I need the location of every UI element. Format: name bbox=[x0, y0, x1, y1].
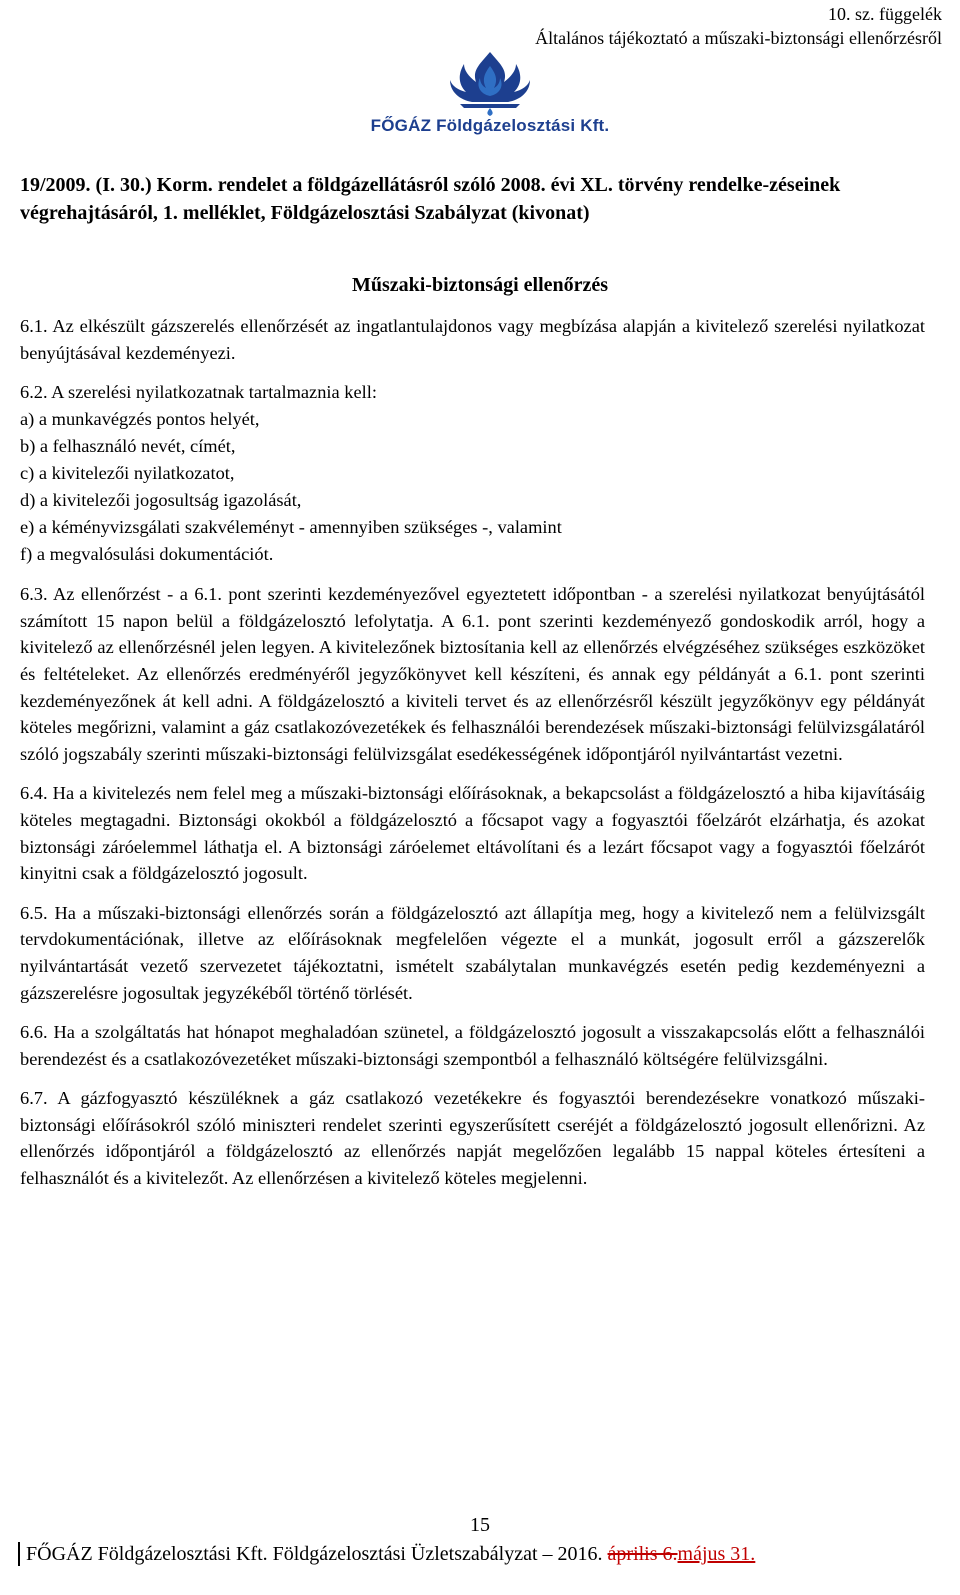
paragraph-6-7: 6.7. A gázfogyasztó készüléknek a gáz csatlakozó vezetékekre és fogyasztói berendezésekre vonatkozó műszaki-biztonsági előírásokról szóló miniszteri rendelet szerinti egyszerűsített cseréjét a földgázelosztó jogosult ellenőrizni. Az ellenőrzés időpontjáról a földgázelosztó az ellenőrzés napját megelőzően legalább 15 nappal köteles értesíteni a felhasználót és a kivitelezőt. Az ellenőrzésen a kivitelező köteles megjelenni. bbox=[20, 1088, 925, 1189]
list-item: a) a munkavégzés pontos helyét, bbox=[20, 409, 260, 430]
paragraph-6-2-intro: 6.2. A szerelési nyilatkozatnak tartalmaznia kell: bbox=[20, 382, 377, 403]
list-item: d) a kivitelezői jogosultság igazolását, bbox=[20, 490, 302, 511]
header-subtitle: Általános tájékoztató a műszaki-biztonsági ellenőrzésről bbox=[535, 28, 942, 48]
paragraph-6-1: 6.1. Az elkészült gázszerelés ellenőrzését az ingatlantulajdonos vagy megbízása alapján a kivitelező szerelési nyilatkozat benyújtásával kezdeményezi. bbox=[20, 316, 925, 363]
list-item: b) a felhasználó nevét, címét, bbox=[20, 436, 236, 457]
appendix-label: 10. sz. függelék bbox=[828, 4, 942, 24]
paragraph-6-4: 6.4. Ha a kivitelezés nem felel meg a műszaki-biztonsági előírásoknak, a bekapcsolást a földgázelosztó a hiba kijavításáig köteles megtagadni. Biztonsági okokból a földgázelosztó a főcsapot vagy a fogyasztói főelzárót elzárhatja, és azokat biztonsági záróelemmel láthatja el. A biztonsági záróelemet eltávolítani és a lezárt főcsapot vagy a fogyasztói főelzárót kinyitni csak a földgázelosztó jogosult. bbox=[20, 783, 925, 884]
footer-inserted-date: május 31. bbox=[677, 1543, 756, 1565]
document-body bbox=[20, 313, 925, 1205]
requirements-list bbox=[20, 406, 925, 568]
paragraph-6-3: 6.3. Az ellenőrzést - a 6.1. pont szerinti kezdeményezővel egyeztetett időpontban - a szerelési nyilatkozat benyújtásától számított 15 napon belül a földgázelosztó lefolytatja. A 6.1. pont szerinti kezdeményező gondoskodik arról, hogy a kivitelező az ellenőrzésnél jelen legyen. A kivitelezőnek biztosítania kell az ellenőrzés elvégzéséhez szükséges eszközöket és feltételeket. Az ellenőrzés eredményéről jegyzőkönyvet kell készíteni, és annak egy példányát a 6.1. pont szerinti kezdeményezőnek át kell adni. A földgázelosztó a kiviteli tervet és az ellenőrzésről készült jegyzőkönyv egy példányát köteles megőrizni, valamint a gáz csatlakozóvezetékek és felhasználói berendezések műszaki-biztonsági felülvizsgálatáról szóló jogszabály szerinti műszaki-biztonsági felülvizsgálat esedékességének időpontjáról nyilvántartást vezetni. bbox=[20, 584, 925, 764]
paragraph-6-2 bbox=[20, 379, 925, 568]
page-footer bbox=[18, 1542, 956, 1566]
footer-text: FŐGÁZ Földgázelosztási Kft. Földgázelosztási Üzletszabályzat – 2016. bbox=[26, 1543, 608, 1565]
company-logo bbox=[360, 50, 620, 140]
page-header bbox=[535, 2, 942, 50]
list-item: f) a megvalósulási dokumentációt. bbox=[20, 544, 274, 565]
section-title: Műszaki-biztonsági ellenőrzés bbox=[351, 274, 609, 296]
paragraph-6-5: 6.5. Ha a műszaki-biztonsági ellenőrzés során a földgázelosztó azt állapítja meg, hogy a kivitelező nem a felülvizsgált tervdokumentációnak, illetve az előírásoknak megfelelően végezte el a munkát, jogosult erről a gázszerelők nyilvántartását vezető szervezetet tájékoztatni, ismételt szabálytalan munkavégzés esetén pedig kezdeményezni a gázszerelésre jogosultak jegyzékéből történő törlését. bbox=[20, 902, 925, 1003]
regulation-title: 19/2009. (I. 30.) Korm. rendelet a földgázellátásról szóló 2008. évi XL. törvény rendelke-zéseinek végrehajtásáról, 1. melléklet, Földgázelosztási Szabályzat (kivonat) bbox=[20, 174, 841, 224]
logo-wordmark: FŐGÁZ Földgázelosztási Kft. bbox=[370, 116, 610, 135]
footer-deleted-date: április 6. bbox=[607, 1543, 678, 1565]
paragraph-6-6: 6.6. Ha a szolgáltatás hat hónapot meghaladóan szünetel, a földgázelosztó jogosult a visszakapcsolás előtt a felhasználói berendezést és a csatlakozóvezetéket műszaki-biztonsági szempontból a felhasználó költségére felülvizsgálni. bbox=[20, 1022, 925, 1069]
flame-icon bbox=[360, 50, 620, 116]
list-item: c) a kivitelezői nyilatkozatot, bbox=[20, 463, 235, 484]
list-item: e) a kéményvizsgálati szakvéleményt - amennyiben szükséges -, valamint bbox=[20, 517, 562, 538]
page-number: 15 bbox=[470, 1514, 490, 1536]
